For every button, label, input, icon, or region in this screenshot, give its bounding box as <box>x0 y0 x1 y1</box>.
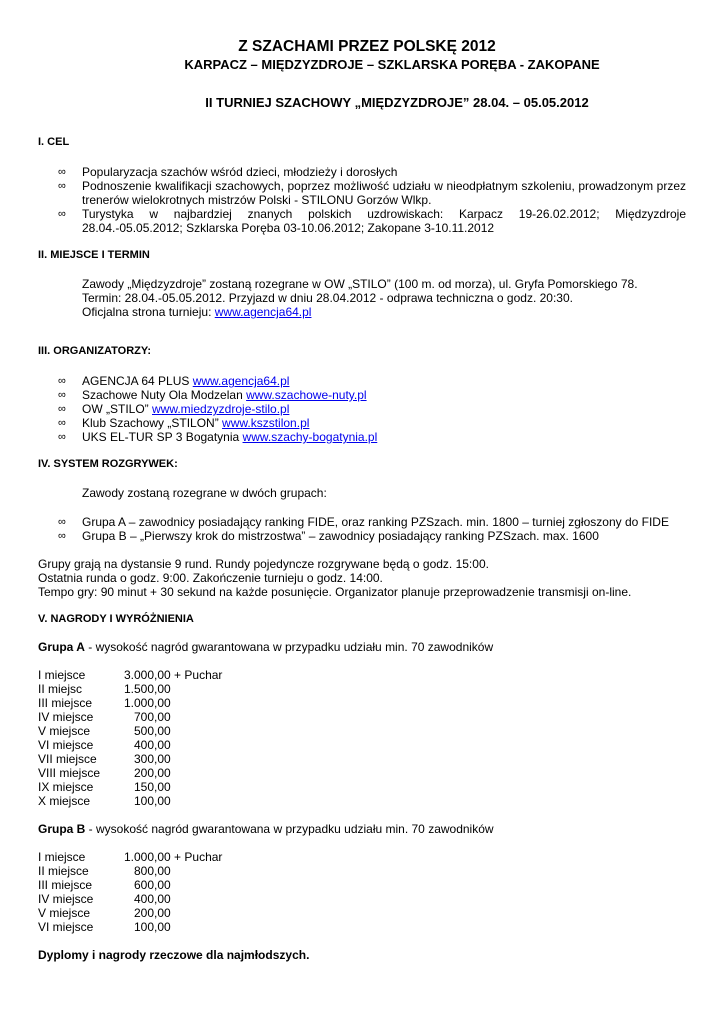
tournament-title: II TURNIEJ SZACHOWY „MIĘDZYZDROJE” 28.04. – 05.05.2012 <box>205 95 589 110</box>
prize-row: IV miejsce 400,00 <box>38 892 171 906</box>
system-notes <box>38 557 686 599</box>
prize-row: I miejsce 1.000,00 + Puchar <box>38 850 223 864</box>
prize-row: II miejsc 1.500,00 <box>38 682 171 696</box>
infinity-bullet-icon: ∞ <box>58 208 66 220</box>
venue-text: Zawody „Międzyzdroje” zostaną rozegrane w OW „STILO” (100 m. od morza), ul. Gryfa Pomorskiego 78. <box>82 277 638 291</box>
infinity-bullet-icon: ∞ <box>58 166 66 178</box>
section-heading-system: IV. SYSTEM ROZGRYWEK: <box>38 458 178 470</box>
prize-row: VII miejsce 300,00 <box>38 752 171 766</box>
website-link[interactable]: www.agencja64.pl <box>214 305 312 319</box>
list-item: ∞ Grupa B – „Pierwszy krok do mistrzostwa” – zawodnicy posiadający ranking PZSzach. max. 1600 <box>58 529 599 543</box>
system-intro: Zawody zostaną rozegrane w dwóch grupach: <box>82 486 327 500</box>
rounds-text: Grupy grają na dystansie 9 rund. Rundy pojedyncze rozgrywane będą o godz. 15:00. <box>38 557 489 571</box>
organizer-link[interactable]: www.agencja64.pl <box>192 374 290 388</box>
prize-row: VI miejsce 100,00 <box>38 920 171 934</box>
section-heading-miejsce: II. MIEJSCE I TERMIN <box>38 249 150 261</box>
infinity-bullet-icon: ∞ <box>58 516 66 528</box>
organizers-list <box>38 374 686 444</box>
cel-list <box>38 165 686 235</box>
document-subtitle: KARPACZ – MIĘDZYZDROJE – SZKLARSKA PORĘBA - ZAKOPANE <box>184 57 600 72</box>
prize-row: IX miejsce 150,00 <box>38 780 171 794</box>
group-b-prizes <box>38 850 686 934</box>
document-title: Z SZACHAMI PRZEZ POLSKĘ 2012 <box>238 38 496 55</box>
prize-row: X miejsce 100,00 <box>38 794 171 808</box>
list-item: ∞ AGENCJA 64 PLUS www.agencja64.pl <box>58 374 290 388</box>
infinity-bullet-icon: ∞ <box>58 431 66 443</box>
infinity-bullet-icon: ∞ <box>58 389 66 401</box>
organizer-link[interactable]: www.miedzyzdroje-stilo.pl <box>152 402 290 416</box>
list-item: ∞ Szachowe Nuty Ola Modzelan www.szachowe-nuty.pl <box>58 388 367 402</box>
website-text: Oficjalna strona turnieju: www.agencja64.pl <box>82 305 312 319</box>
miejsce-block <box>38 277 686 319</box>
infinity-bullet-icon: ∞ <box>58 180 66 192</box>
prize-row: VI miejsce 400,00 <box>38 738 171 752</box>
prize-row: I miejsce 3.000,00 + Puchar <box>38 668 223 682</box>
tempo-text: Tempo gry: 90 minut + 30 sekund na każde posunięcie. Organizator planuje przeprowadzenie transmisji on-line. <box>38 585 632 599</box>
prize-row: V miejsce 200,00 <box>38 906 171 920</box>
infinity-bullet-icon: ∞ <box>58 417 66 429</box>
groups-list <box>38 515 686 543</box>
section-heading-cel: I. CEL <box>38 136 70 148</box>
group-a-prizes <box>38 668 686 808</box>
organizer-link[interactable]: www.szachy-bogatynia.pl <box>242 430 378 444</box>
group-b-caption: Grupa B - wysokość nagród gwarantowana w przypadku udziału min. 70 zawodników <box>38 822 494 836</box>
infinity-bullet-icon: ∞ <box>58 403 66 415</box>
list-item: ∞ OW „STILO” www.miedzyzdroje-stilo.pl <box>58 402 290 416</box>
prize-row: III miejsce 600,00 <box>38 878 171 892</box>
section-heading-organizatorzy: III. ORGANIZATORZY: <box>38 345 152 357</box>
list-item: ∞ Turystyka w najbardziej znanych polskich uzdrowiskach: Karpacz 19-26.02.2012; Międzyzdroje 28.04.-05.05.2012; Szklarska Poręba 03-10.06.2012; Zakopane 3-10.11.2012 <box>58 207 686 235</box>
list-item: ∞ Klub Szachowy „STILON” www.kszstilon.pl <box>58 416 310 430</box>
prize-row: V miejsce 500,00 <box>38 724 171 738</box>
organizer-link[interactable]: www.kszstilon.pl <box>222 416 310 430</box>
date-text: Termin: 28.04.-05.05.2012. Przyjazd w dniu 28.04.2012 - odprawa techniczna o godz. 20:30. <box>82 291 573 305</box>
prize-row: II miejsce 800,00 <box>38 864 171 878</box>
list-item: ∞ Podnoszenie kwalifikacji szachowych, poprzez możliwość udziału w nieodpłatnym szkoleniu, prowadzonym przez trenerów wielokrotnych mistrzów Polski - STILONU Gorzów Wlkp. <box>58 179 686 207</box>
prize-row: IV miejsce 700,00 <box>38 710 171 724</box>
list-item: ∞ Popularyzacja szachów wśród dzieci, młodzieży i dorosłych <box>58 165 398 179</box>
list-item: ∞ Grupa A – zawodnicy posiadający ranking FIDE, oraz ranking PZSzach. min. 1800 – turniej zgłoszony do FIDE <box>58 515 669 529</box>
prize-row: VIII miejsce 200,00 <box>38 766 171 780</box>
list-item: ∞ UKS EL-TUR SP 3 Bogatynia www.szachy-bogatynia.pl <box>58 430 378 444</box>
organizer-link[interactable]: www.szachowe-nuty.pl <box>246 388 367 402</box>
prize-row: III miejsce 1.000,00 <box>38 696 171 710</box>
infinity-bullet-icon: ∞ <box>58 375 66 387</box>
last-round-text: Ostatnia runda o godz. 9:00. Zakończenie turnieju o godz. 14:00. <box>38 571 383 585</box>
prizes-footer: Dyplomy i nagrody rzeczowe dla najmłodszych. <box>38 948 310 962</box>
infinity-bullet-icon: ∞ <box>58 530 66 542</box>
section-heading-nagrody: V. NAGRODY I WYRÓŻNIENIA <box>38 613 194 625</box>
group-a-caption: Grupa A - wysokość nagród gwarantowana w przypadku udziału min. 70 zawodników <box>38 640 494 654</box>
